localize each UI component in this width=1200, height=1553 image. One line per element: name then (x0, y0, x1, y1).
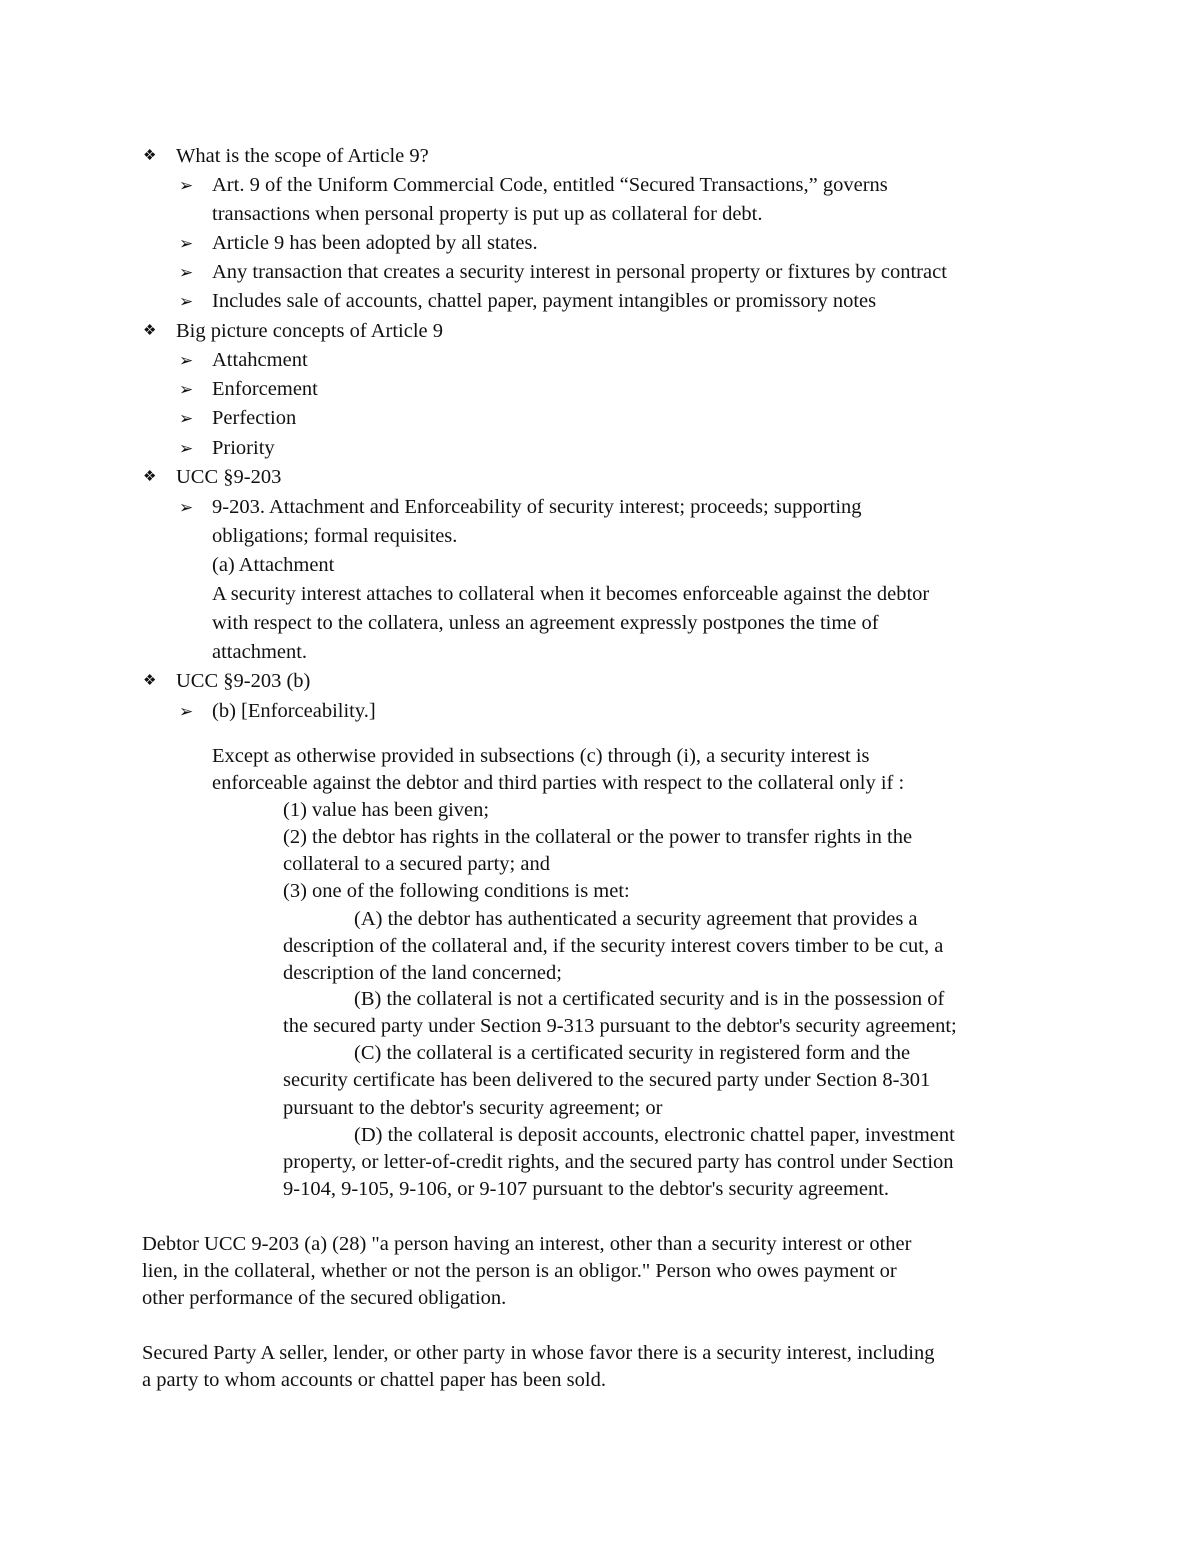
list-item: Priority (212, 437, 275, 459)
sub-condition-continued: pursuant to the debtor's security agreement; or (283, 1097, 663, 1119)
section-heading: UCC §9-203 (176, 466, 282, 488)
list-item: Any transaction that creates a security interest in personal property or fixtures by contract (212, 261, 947, 283)
paragraph-line: with respect to the collatera, unless an agreement expressly postpones the time of (212, 612, 879, 634)
paragraph-line: enforceable against the debtor and third parties with respect to the collateral only if : (212, 772, 905, 794)
section-heading: Big picture concepts of Article 9 (176, 320, 443, 342)
sub-condition-continued: description of the collateral and, if the security interest covers timber to be cut, a (283, 935, 944, 957)
paragraph-line: Except as otherwise provided in subsections (c) through (i), a security interest is (212, 745, 870, 767)
list-item: Article 9 has been adopted by all states. (212, 232, 538, 254)
definition-secured-party: Secured Party A seller, lender, or other party in whose favor there is a security interest, including (142, 1342, 935, 1364)
condition-item-continued: collateral to a secured party; and (283, 853, 550, 875)
sub-condition-item: (A) the debtor has authenticated a security agreement that provides a (354, 908, 918, 930)
list-item: (b) [Enforceability.] (212, 700, 376, 722)
list-item-continued: obligations; formal requisites. (212, 525, 458, 547)
definition-debtor: other performance of the secured obligation. (142, 1287, 507, 1309)
arrow-bullet-icon: ➢ (179, 176, 194, 195)
arrow-bullet-icon: ➢ (179, 263, 194, 282)
diamond-bullet-icon: ❖ (143, 323, 157, 339)
sub-condition-continued: 9-104, 9-105, 9-106, or 9-107 pursuant to the debtor's security agreement. (283, 1178, 890, 1200)
definition-secured-party: a party to whom accounts or chattel paper has been sold. (142, 1369, 606, 1391)
diamond-bullet-icon: ❖ (143, 673, 157, 689)
definition-debtor: Debtor UCC 9-203 (a) (28) "a person having an interest, other than a security interest or other (142, 1233, 912, 1255)
list-item-continued: transactions when personal property is put up as collateral for debt. (212, 203, 763, 225)
list-item: Includes sale of accounts, chattel paper, payment intangibles or promissory notes (212, 290, 877, 312)
section-heading: UCC §9-203 (b) (176, 670, 311, 692)
condition-item: (2) the debtor has rights in the collateral or the power to transfer rights in the (283, 826, 913, 848)
subsection-title: (a) Attachment (212, 554, 335, 576)
condition-item: (1) value has been given; (283, 799, 490, 821)
list-item: Perfection (212, 407, 297, 429)
arrow-bullet-icon: ➢ (179, 380, 194, 399)
section-heading: What is the scope of Article 9? (176, 145, 429, 167)
arrow-bullet-icon: ➢ (179, 439, 194, 458)
sub-condition-item: (B) the collateral is not a certificated security and is in the possession of (354, 988, 945, 1010)
arrow-bullet-icon: ➢ (179, 702, 194, 721)
sub-condition-continued: property, or letter-of-credit rights, and the secured party has control under Section (283, 1151, 954, 1173)
arrow-bullet-icon: ➢ (179, 409, 194, 428)
list-item: Enforcement (212, 378, 318, 400)
arrow-bullet-icon: ➢ (179, 292, 194, 311)
paragraph-line: A security interest attaches to collateral when it becomes enforceable against the debtor (212, 583, 930, 605)
condition-item: (3) one of the following conditions is met: (283, 880, 630, 902)
diamond-bullet-icon: ❖ (143, 469, 157, 485)
arrow-bullet-icon: ➢ (179, 351, 194, 370)
list-item: Attahcment (212, 349, 308, 371)
sub-condition-continued: description of the land concerned; (283, 962, 562, 984)
arrow-bullet-icon: ➢ (179, 234, 194, 253)
definition-debtor: lien, in the collateral, whether or not the person is an obligor." Person who owes payment or (142, 1260, 897, 1282)
paragraph-line: attachment. (212, 641, 308, 663)
sub-condition-continued: security certificate has been delivered to the secured party under Section 8-301 (283, 1069, 931, 1091)
list-item: 9-203. Attachment and Enforceability of security interest; proceeds; supporting (212, 496, 862, 518)
list-item: Art. 9 of the Uniform Commercial Code, entitled “Secured Transactions,” governs (212, 174, 888, 196)
arrow-bullet-icon: ➢ (179, 498, 194, 517)
diamond-bullet-icon: ❖ (143, 148, 157, 164)
sub-condition-item: (D) the collateral is deposit accounts, electronic chattel paper, investment (354, 1124, 955, 1146)
sub-condition-continued: the secured party under Section 9-313 pursuant to the debtor's security agreement; (283, 1015, 957, 1037)
sub-condition-item: (C) the collateral is a certificated security in registered form and the (354, 1042, 911, 1064)
